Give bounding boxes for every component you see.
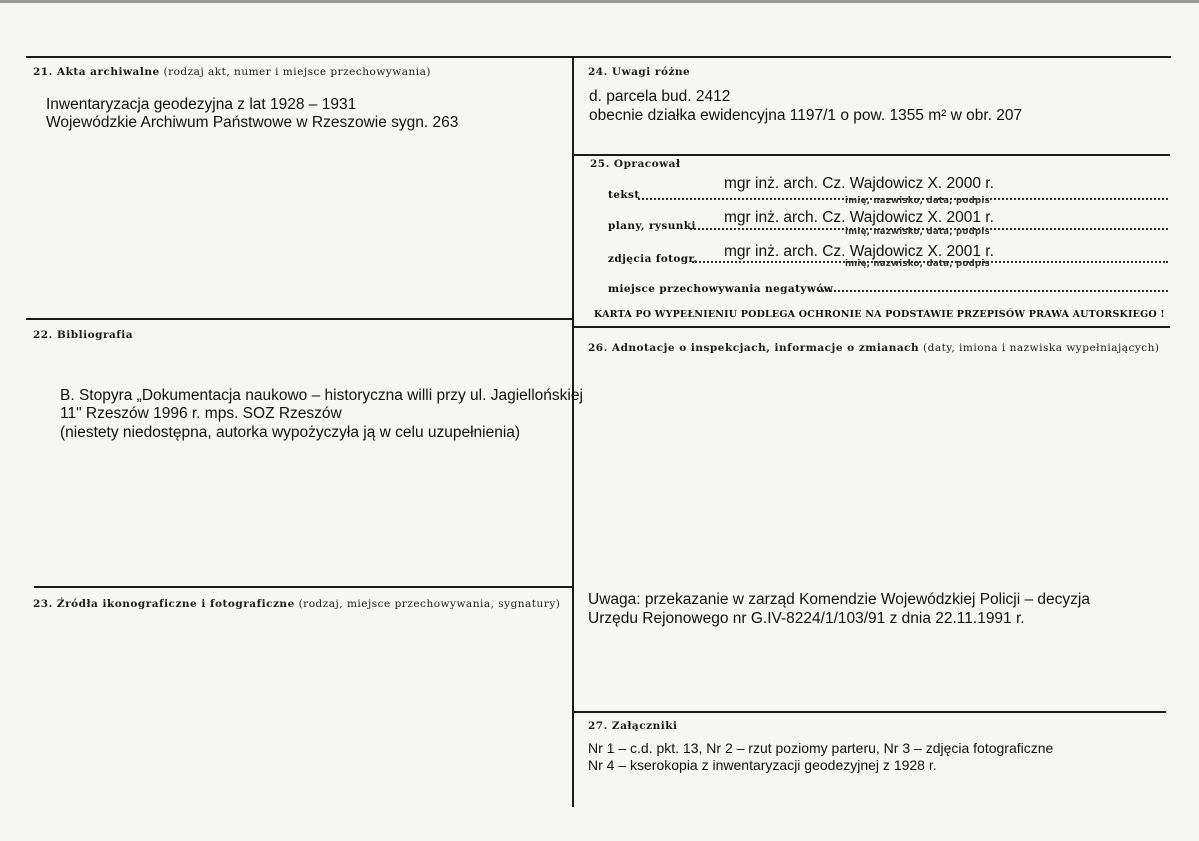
section-22-line-3: (niestety niedostępna, autorka wypożyczyła ją w celu uzupełnienia) (60, 424, 521, 441)
row-plany-caption: imię, nazwisko, data, podpis (845, 227, 990, 237)
scan-edge (0, 0, 1199, 3)
section-26-subtitle: (daty, imiona i nazwiska wypełniających) (919, 342, 1160, 354)
row-negatywy-label: miejsce przechowywania negatywów (608, 283, 834, 295)
section-23-subtitle: (rodzaj, miejsce przechowywania, sygnatury) (294, 598, 561, 610)
section-23-title: 23. Źródła ikonograficzne i fotograficzne (33, 598, 295, 610)
section-22-line-2: 11" Rzeszów 1996 r. mps. SOZ Rzeszów (60, 405, 342, 422)
section-21-title: 21. Akta archiwalne (33, 66, 160, 78)
row-zdjecia-caption: imię, nazwisko, data, podpis (845, 259, 990, 269)
section-21-subtitle: (rodzaj akt, numer i miejsce przechowywania) (159, 66, 432, 78)
row-tekst-label: tekst (608, 189, 640, 201)
section-26-line-2: Urzędu Rejonowego nr G.IV-8224/1/103/91 z dnia 22.11.1991 r. (588, 610, 1025, 627)
section-21-label (33, 66, 431, 78)
section-24-line-1: d. parcela bud. 2412 (589, 88, 731, 105)
section-21-line-2: Wojewódzkie Archiwum Państwowe w Rzeszowie sygn. 263 (46, 114, 459, 131)
top-rule (26, 56, 1171, 58)
rule-24-25 (573, 154, 1170, 156)
section-22-line-1: B. Stopyra „Dokumentacja naukowo – historyczna willi przy ul. Jagiellońskiej (60, 387, 583, 404)
rule-21-22 (26, 318, 573, 320)
section-24-label: 24. Uwagi różne (588, 66, 691, 78)
section-27-line-2: Nr 4 – kserokopia z inwentaryzacji geodezyjnej z 1928 r. (588, 757, 937, 773)
row-tekst-value: mgr inż. arch. Cz. Wajdowicz X. 2000 r. (724, 175, 994, 192)
section-23-label (33, 598, 560, 610)
section-26-line-1: Uwaga: przekazanie w zarząd Komendzie Wojewódzkiej Policji – decyzja (588, 591, 1090, 608)
row-plany-label: plany, rysunki (608, 220, 696, 232)
row-zdjecia-label: zdjęcia fotogr. (608, 253, 698, 265)
section-21-line-1: Inwentaryzacja geodezyjna z lat 1928 – 1931 (46, 96, 357, 113)
row-zdjecia-value: mgr inż. arch. Cz. Wajdowicz X. 2001 r. (724, 243, 994, 260)
section-27-label: 27. Załączniki (588, 720, 678, 732)
center-divider (572, 56, 574, 807)
section-27-line-1: Nr 1 – c.d. pkt. 13, Nr 2 – rzut poziomy parteru, Nr 3 – zdjęcia fotograficzne (588, 740, 1054, 756)
section-22-label: 22. Bibliografia (33, 329, 134, 341)
row-negatywy-dotline (818, 290, 1168, 292)
section-24-line-2: obecnie działka ewidencyjna 1197/1 o pow. 1355 m² w obr. 207 (589, 107, 1023, 124)
rule-26-27 (573, 711, 1166, 713)
rule-25-26 (573, 326, 1170, 328)
rule-22-23 (34, 586, 573, 588)
row-plany-value: mgr inż. arch. Cz. Wajdowicz X. 2001 r. (724, 209, 994, 226)
section-26-label (588, 342, 1160, 354)
row-tekst-caption: imię, nazwisko, data, podpis (845, 196, 990, 206)
copyright-notice: KARTA PO WYPEŁNIENIU PODLEGA OCHRONIE NA PODSTAWIE PRZEPISÓW PRAWA AUTORSKIEGO ! (594, 309, 1165, 320)
section-26-title: 26. Adnotacje o inspekcjach, informacje o zmianach (588, 342, 920, 354)
section-25-label: 25. Opracował (590, 158, 681, 170)
